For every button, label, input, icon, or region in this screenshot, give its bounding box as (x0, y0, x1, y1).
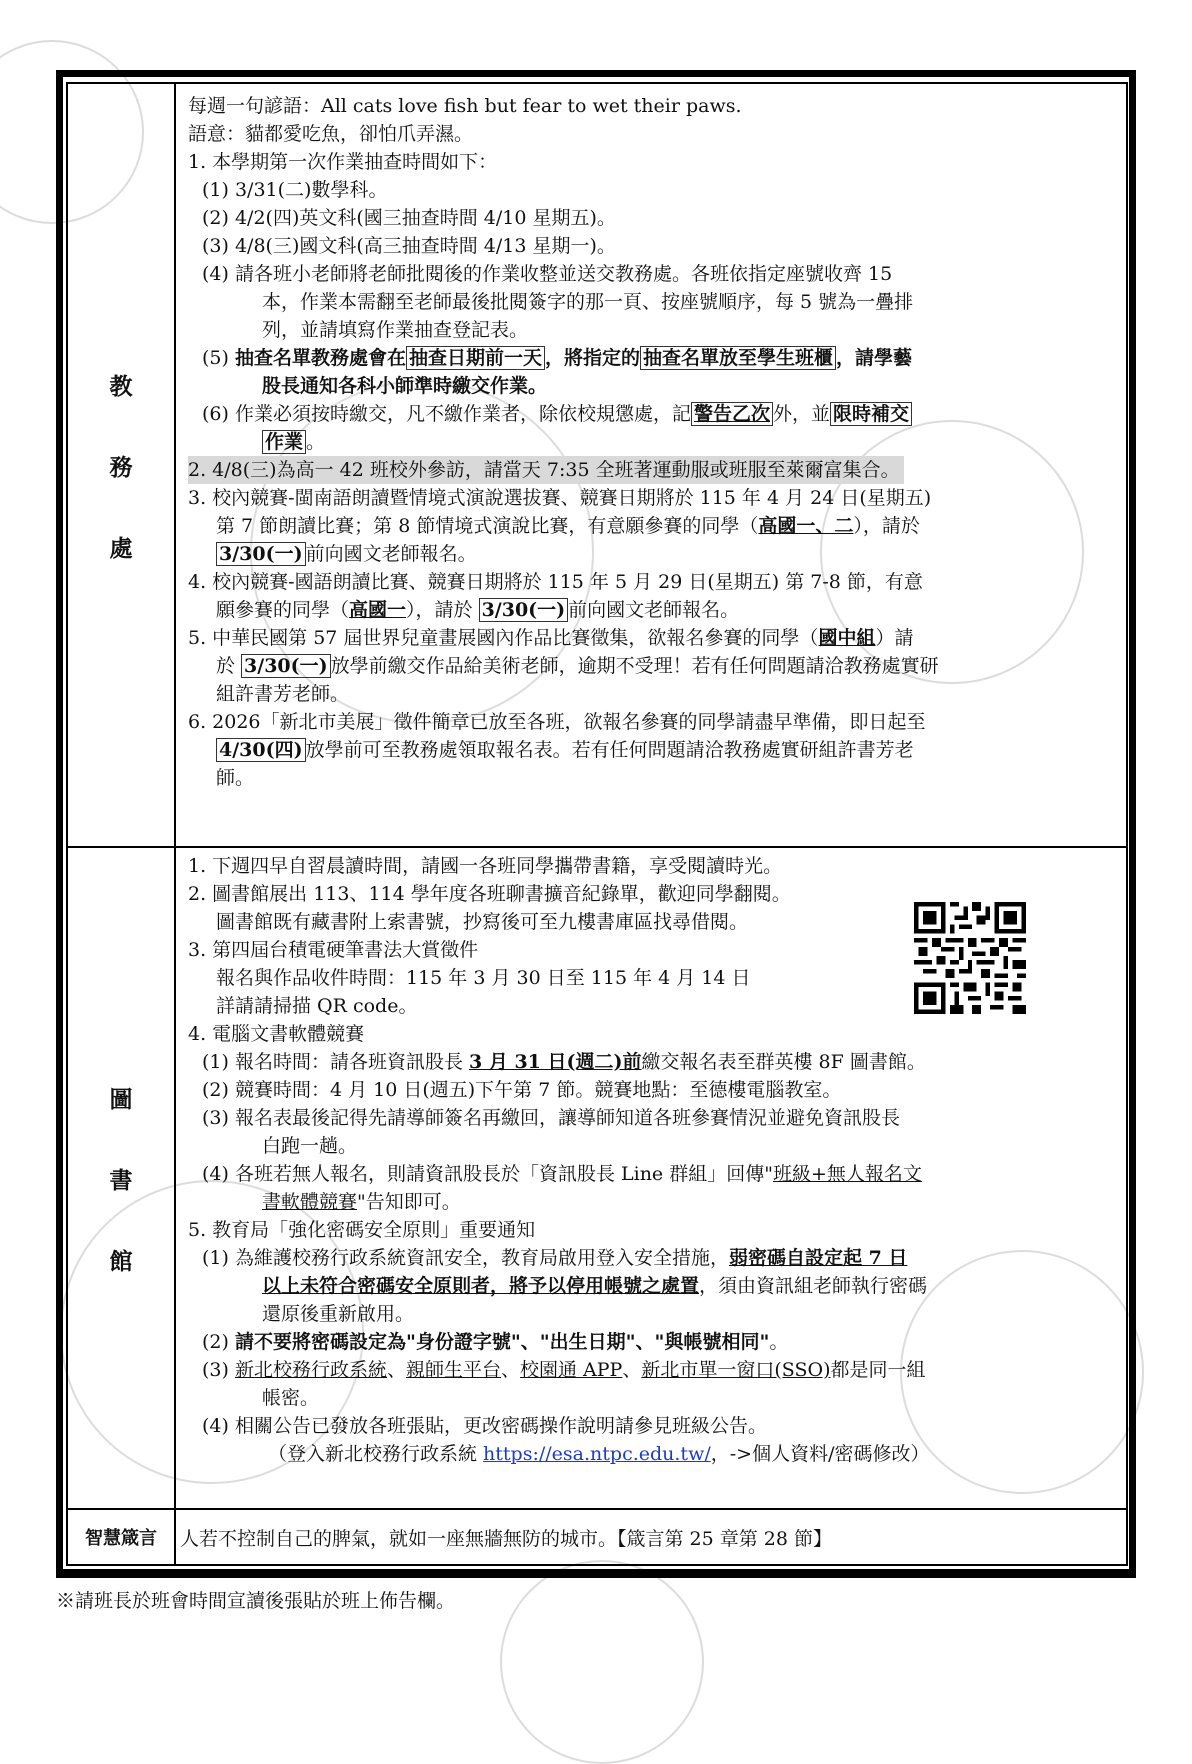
text: 股長通知各科小師準時繳交作業。 (262, 375, 548, 397)
lib-item-4-sub1 (188, 1048, 1126, 1076)
text: (1) 報名時間：請各班資訊股長 (202, 1051, 469, 1073)
esa-ntpc-link[interactable]: https://esa.ntpc.edu.tw/ (483, 1443, 711, 1465)
item-3-line2 (188, 512, 1126, 540)
item-6-line1: 6. 2026「新北市美展」徵件簡章已放至各班，欲報名參賽的同學請盡早準備，即日起至 (188, 711, 926, 733)
academic-affairs-section (68, 84, 1126, 846)
wisdom-label: 智慧箴言 (68, 1510, 176, 1564)
item-5-line1 (188, 624, 1126, 652)
lib-item-2-line1: 2. 圖書館展出 113、114 學年度各班聊書擴音紀錄單，歡迎同學翻閱。 (188, 883, 791, 905)
boxed-text: 警告乙次 (691, 402, 773, 426)
text: (6) 作業必須按時繳交，凡不繳作業者，除依校規懲處，記 (202, 403, 691, 425)
item-4-line1: 4. 校內競賽-國語朗讀比賽、競賽日期將於 115 年 5 月 29 日(星期五) 第 7-8 節，有意 (188, 571, 923, 593)
text: 抽查名單教務處會在 (234, 347, 406, 369)
boxed-text: 3/30(一) (479, 598, 569, 622)
lib-item-5-sub1-line3: 還原後重新啟用。 (262, 1303, 415, 1325)
boxed-text: 抽查名單放至學生班櫃 (640, 346, 836, 370)
text: "告知即可。 (357, 1191, 461, 1213)
item-2 (188, 456, 1126, 484)
item-1-sub1: (1) 3/31(二)數學科。 (202, 179, 388, 201)
boxed-text: 抽查日期前一天 (406, 346, 545, 370)
lib-item-5-sub4-line2 (188, 1440, 1126, 1468)
text: 。 (306, 431, 326, 453)
lib-item-4-sub2: (2) 競賽時間：4 月 10 日(週五)下午第 7 節。競賽地點：至德樓電腦教室。 (202, 1079, 842, 1101)
text: 外，並 (772, 403, 830, 425)
underlined-text: 高國一、二 (758, 515, 854, 537)
lib-item-4-sub4-line1 (188, 1160, 1126, 1188)
text: ，->個人資料/密碼修改） (710, 1443, 930, 1465)
text: 願參賽的同學（ (216, 599, 350, 621)
underlined-text: 國中組 (818, 627, 876, 649)
item-1-sub4-line1: (4) 請各班小老師將老師批閱後的作業收整並送交教務處。各班依指定座號收齊 15 (202, 263, 893, 285)
text: 、 (386, 1359, 406, 1381)
item-1-sub5-line2 (188, 372, 1126, 400)
library-label (68, 848, 176, 1508)
item-5-line2 (188, 652, 1126, 680)
lib-item-2-line2: 圖書館既有藏書附上索書號，抄寫後可至九樓書庫區找尋借閱。 (216, 911, 749, 933)
lib-item-5-sub1-line2 (188, 1272, 1126, 1300)
text: 。 (769, 1331, 789, 1353)
item-1-sub6-line2 (188, 428, 1126, 456)
label-char: 務 (109, 454, 133, 481)
text: 放學前可至教務處領取報名表。若有任何問題請洽教務處實研組許書芳老 (305, 739, 914, 761)
boxed-text: 3/30(一) (241, 654, 331, 678)
lib-item-3-line3: 詳請請掃描 QR code。 (216, 995, 418, 1017)
item-1-sub4-line3: 列，並請填寫作業抽查登記表。 (262, 319, 529, 341)
item-4-line2 (188, 596, 1126, 624)
footer-note: ※請班長於班會時間宣讀後張貼於班上佈告欄。 (56, 1590, 456, 1612)
lib-item-3-line2: 報名與作品收件時間：115 年 3 月 30 日至 115 年 4 月 14 日 (216, 967, 751, 989)
academic-affairs-label (68, 84, 176, 846)
text: (5) (202, 347, 235, 369)
underlined-text: 3 月 31 日(週二)前 (469, 1051, 642, 1073)
lib-item-5-sub2 (188, 1328, 1126, 1356)
text: 、 (622, 1359, 642, 1381)
underlined-text: 班級+無人報名文 (772, 1163, 922, 1185)
text: (1) 為維護校務行政系統資訊安全，教育局啟用登入安全措施， (202, 1247, 729, 1269)
text: ，請學藝 (836, 347, 913, 369)
text: （登入新北校務行政系統 (268, 1443, 484, 1465)
bold-text: 請不要將密碼設定為"身份證字號"、"出生日期"、"與帳號相同" (234, 1331, 770, 1353)
text: 、 (501, 1359, 521, 1381)
lib-item-4-sub3-line2: 白跑一趟。 (262, 1135, 358, 1157)
text: 放學前繳交作品給美術老師，逾期不受理！若有任何問題請洽教務處實研 (330, 655, 939, 677)
boxed-text: 作業 (262, 430, 306, 454)
item-3-line3 (188, 540, 1126, 568)
label-char: 圖 (109, 1086, 133, 1113)
underlined-text: 新北市單一窗口(SSO) (641, 1359, 831, 1381)
academic-affairs-content (176, 84, 1126, 846)
item-6-line2 (188, 736, 1126, 764)
lib-item-4-sub4-line2 (188, 1188, 1126, 1216)
label-char: 教 (109, 373, 133, 400)
item-3-line1: 3. 校內競賽-閩南語朗讀暨情境式演說選拔賽、競賽日期將於 115 年 4 月 24 日(星期五) (188, 487, 932, 509)
underlined-text: 親師生平台 (405, 1359, 501, 1381)
text: 於 (216, 655, 242, 677)
weekly-proverb: 每週一句諺語：All cats love fish but fear to wet their paws. (188, 95, 742, 117)
boxed-text: 4/30(四) (216, 738, 306, 762)
item-1-sub6-line1 (188, 400, 1126, 428)
library-section (68, 848, 1126, 1508)
label-char: 處 (109, 535, 133, 562)
text: (4) 各班若無人報名，則請資訊股長於「資訊股長 Line 群組」回傳" (202, 1163, 773, 1185)
qr-code-icon[interactable] (914, 902, 1026, 1014)
item-1-sub5-line1 (188, 344, 1126, 372)
underlined-text: 新北校務行政系統 (234, 1359, 387, 1381)
lib-item-4-title: 4. 電腦文書軟體競賽 (188, 1023, 365, 1045)
underlined-text: 弱密碼自設定起 7 日 (728, 1247, 908, 1269)
item-1-sub3: (3) 4/8(三)國文科(高三抽查時間 4/13 星期一)。 (202, 235, 616, 257)
lib-item-1: 1. 下週四早自習晨讀時間，請國一各班同學攜帶書籍，享受閱讀時光。 (188, 855, 783, 877)
text: 5. 中華民國第 57 屆世界兒童畫展國內作品比賽徵集，欲報名參賽的同學（ (188, 627, 819, 649)
lib-item-5-title: 5. 教育局「強化密碼安全原則」重要通知 (188, 1219, 536, 1241)
item-5-line3: 組許書芳老師。 (216, 683, 350, 705)
underlined-text: 高國一 (349, 599, 407, 621)
text: ）請 (875, 627, 914, 649)
underlined-text: 以上未符合密碼安全原則者，將予以停用帳號之處置 (262, 1275, 700, 1297)
lib-item-5-sub3-line2: 帳密。 (262, 1387, 320, 1409)
text: 第 7 節朗讀比賽；第 8 節情境式演說比賽，有意願參賽的同學（ (216, 515, 759, 537)
underlined-text: 校園通 APP (520, 1359, 623, 1381)
wisdom-section (68, 1510, 1126, 1564)
background-doodle (500, 1560, 704, 1764)
proverb-meaning: 語意：貓都愛吃魚，卻怕爪弄濕。 (188, 123, 474, 145)
text: (2) (202, 1331, 235, 1353)
item-1-sub2: (2) 4/2(四)英文科(國三抽查時間 4/10 星期五)。 (202, 207, 616, 229)
lib-item-5-sub3-line1 (188, 1356, 1126, 1384)
underlined-text: 書軟體競賽 (262, 1191, 358, 1213)
text: ），請於 (406, 599, 479, 621)
text: ，須由資訊組老師執行密碼 (699, 1275, 928, 1297)
text: ，將指定的 (544, 347, 640, 369)
item-6-line3: 師。 (216, 767, 255, 789)
label-char: 書 (109, 1167, 133, 1194)
wisdom-text: 人若不控制自己的脾氣，就如一座無牆無防的城市。【箴言第 25 章第 28 節】 (180, 1527, 833, 1550)
text: 前向國文老師報名。 (305, 543, 477, 565)
text: 繳交報名表至群英樓 8F 圖書館。 (641, 1051, 926, 1073)
text: 都是同一組 (830, 1359, 926, 1381)
highlighted-text: 2. 4/8(三)為高一 42 班校外參訪，請當天 7:35 全班著運動服或班服至萊爾富集合。 (188, 456, 904, 484)
text: 前向國文老師報名。 (568, 599, 740, 621)
item-1-sub4-line2: 本，作業本需翻至老師最後批閱簽字的那一頁、按座號順序，每 5 號為一疊排 (262, 291, 914, 313)
lib-item-5-sub1-line1 (188, 1244, 1126, 1272)
label-char: 館 (109, 1248, 133, 1275)
text: (3) (202, 1359, 235, 1381)
item-1-title: 1. 本學期第一次作業抽查時間如下： (188, 151, 498, 173)
lib-item-5-sub4-line1: (4) 相關公告已發放各班張貼，更改密碼操作說明請參見班級公告。 (202, 1415, 767, 1437)
lib-item-4-sub3-line1: (3) 報名表最後記得先請導師簽名再繳回，讓導師知道各班參賽情況並避免資訊股長 (202, 1107, 900, 1129)
text: ），請於 (853, 515, 920, 537)
lib-item-3-line1: 3. 第四屆台積電硬筆書法大賞徵件 (188, 939, 479, 961)
boxed-text: 3/30(一) (216, 542, 306, 566)
boxed-text: 限時補交 (830, 402, 912, 426)
